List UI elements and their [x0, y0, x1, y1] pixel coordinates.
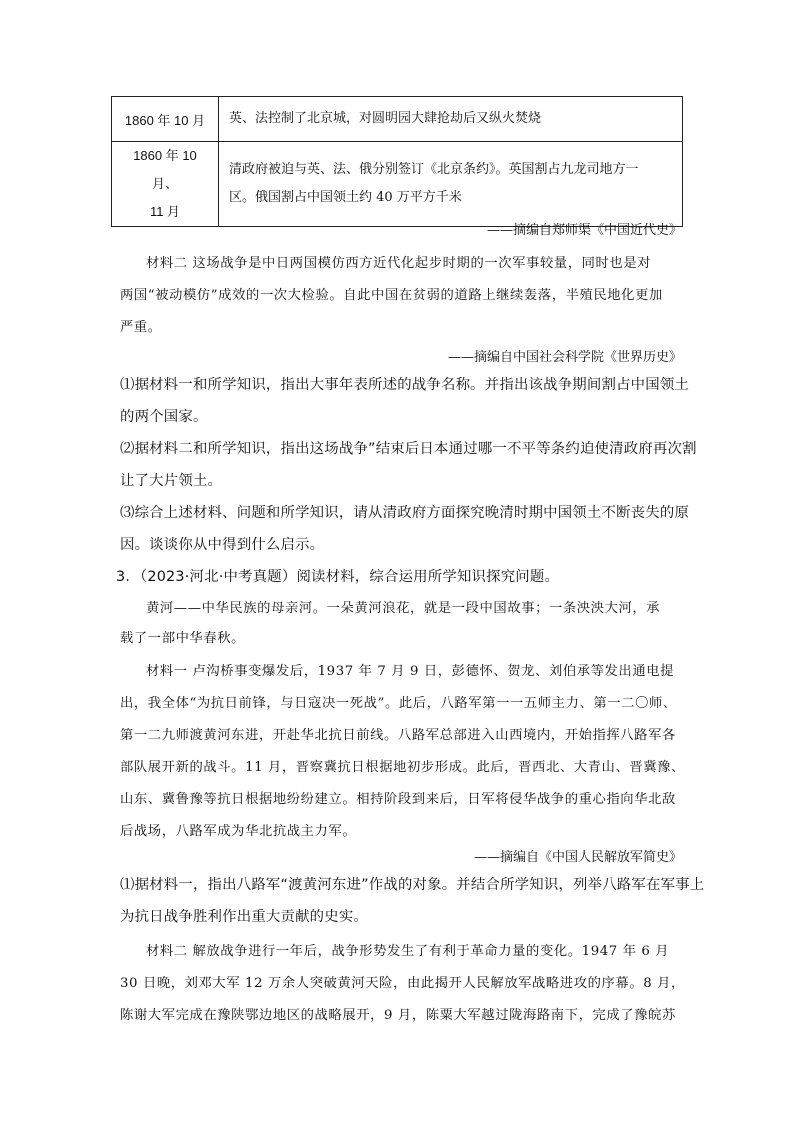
intro-text: 载了一部中华春秋。 [120, 631, 246, 646]
question-text: 让了大片领土。 [120, 473, 223, 489]
table-row [112, 97, 683, 142]
event-description: 英、法控制了北京城，对圆明园大肆抢劫后又纵火焚烧 [219, 97, 683, 142]
event-date-line: 11 月 [149, 204, 181, 219]
event-date-line: 1860 年 10 月、 [133, 148, 197, 191]
material-text: 严重。 [120, 320, 162, 335]
events-table [111, 96, 683, 227]
intro-text: 黄河——中华民族的母亲河。一朵黄河浪花，就是一段中国故事；一条泱泱大河，承 [146, 601, 661, 616]
source-citation: ——摘编自郑师渠《中国近代史》 [486, 223, 682, 238]
question-text: ⑵据材料二和所学知识，指出这场战争”结束后日本通过哪一不平等条约迫使清政府再次割 [120, 441, 697, 457]
question-text: ⑴据材料一，指出八路军“渡黄河东进”作战的对象。并结合所学知识，列举八路军在军事上 [120, 877, 705, 893]
source-citation: ——摘编自《中国人民解放军简史》 [473, 850, 682, 865]
material-text: 两国“被动模仿”成效的一次大检验。自此中国在贫弱的道路上继续轰落，半殖民地化更加 [120, 288, 663, 303]
event-description-line: 区。俄国割占中国领土约 40 万平方千米 [229, 190, 462, 205]
material-text: 第一二九师渡黄河东进，开赴华北抗日前线。八路军总部进入山西境内，开始指挥八路军各 [120, 728, 676, 743]
question-text: 因。谈谈你从中得到什么启示。 [120, 537, 325, 553]
event-date: 1860 年 10 月 [112, 97, 219, 142]
material-text: 材料二 解放战争进行一年后，战争形势发生了有利于革命力量的变化。1947 年 6 月 [146, 944, 670, 959]
question-text: 为抗日战争胜利作出重大贡献的史实。 [120, 909, 369, 925]
material-text: 30 日晚，刘邓大军 12 万余人突破黄河天险，由此揭开人民解放军战略进攻的序幕。8 月， [120, 976, 685, 991]
material-text: 材料一 卢沟桥事变爆发后，1937 年 7 月 9 日，彭德怀、贺龙、刘伯承等发出通电提 [146, 664, 675, 679]
event-description-line: 清政府被迫与英、法、俄分别签订《北京条约》。英国割占九龙司地方一 [229, 162, 639, 177]
table-row [112, 142, 683, 227]
event-date [112, 142, 219, 227]
material-text: 陈谢大军完成在豫陕鄂边地区的战略展开，9 月，陈粟大军越过陇海路南下，完成了豫皖苏 [120, 1008, 676, 1023]
question-header: 3．（2023·河北·中考真题）阅读材料，综合运用所学知识探究问题。 [116, 569, 560, 585]
material-text: 山东、冀鲁豫等抗日根据地纷纷建立。相持阶段到来后，日军将侵华战争的重心指向华北敌 [120, 792, 676, 807]
question-text: ⑶综合上述材料、问题和所学知识，请从清政府方面探究晚清时期中国领土不断丧失的原 [120, 505, 690, 521]
source-citation: ——摘编自中国社会科学院《世界历史》 [447, 350, 682, 365]
material-text: 后战场，八路军成为华北抗战主力军。 [120, 824, 357, 839]
question-text: ⑴据材料一和所学知识，指出大事年表所述的战争名称。并指出该战争期间割占中国领土 [120, 377, 690, 393]
question-text: 的两个国家。 [120, 409, 208, 425]
material-text: 出，我全体“为抗日前锋，与日寇决一死战”。此后，八路军第一一五师主力、第一二〇师、 [120, 696, 677, 711]
event-description [219, 142, 683, 227]
material-text: 材料二 这场战争是中日两国模仿西方近代化起步时期的一次军事较量，同时也是对 [146, 256, 652, 271]
material-text: 部队展开新的战斗。11 月，晋察冀抗日根据地初步形成。此后，晋西北、大青山、晋冀豫、 [120, 760, 685, 775]
